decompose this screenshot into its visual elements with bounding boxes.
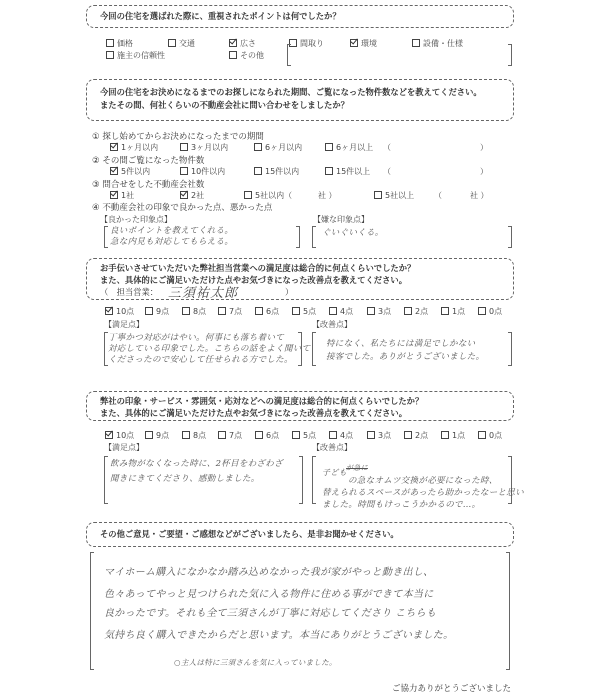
q4-question-line1: 弊社の印象・サービス・雰囲気・応対などへの満足度は総合的に何点くらいでしたか？ (100, 396, 424, 406)
score-option[interactable] (255, 430, 279, 441)
q1-option-environment[interactable]: 環境 (350, 38, 377, 49)
q5-answer-line: 良かったです。それも全て三須さんが丁寧に対応してくださり こちらも (104, 608, 437, 619)
bad-impression-label: 【嫌な印象点】 (313, 215, 369, 224)
q3-improve-line: 特になく、私たちには満足でしかない (326, 339, 476, 349)
score-option[interactable] (441, 430, 465, 441)
q4-improve-line: の急なオムツ交換が必要になった時、 (348, 476, 498, 486)
score-option[interactable] (182, 306, 206, 317)
score-label: 4点 (340, 431, 354, 440)
q2-sub3-option[interactable]: 2社 (180, 190, 204, 201)
score-label: 4点 (340, 307, 354, 316)
bracket (312, 456, 316, 504)
q1-option-equipment[interactable]: 設備・仕様 (412, 38, 463, 49)
q1-question: 今回の住宅を選ばれた際に、重視されたポイントは何でしたか？ (100, 11, 341, 21)
checkbox[interactable] (106, 39, 114, 47)
q4-improve-line: 替えられるスペースがあったら助かったなーと思い (322, 488, 524, 498)
q2-sub3-option[interactable]: 5社以内（ (244, 190, 292, 201)
q1-other-field-right[interactable] (508, 44, 512, 66)
paren-open: （ (434, 191, 442, 200)
score-label: 6点 (266, 431, 280, 440)
q2-question-line1: 今回の住宅をお決めになるまでのお探しになられた期間、ご覧になった物件数などを教えてください。 (100, 87, 482, 97)
q1-other-field-left[interactable] (287, 44, 291, 66)
score-option[interactable] (218, 430, 242, 441)
q2-sub2-title: ② その間ご覧になった物件数 (92, 156, 205, 166)
q1-option-other[interactable]: その他 (229, 50, 264, 61)
q5-question: その他ご意見・ご要望・ご感想などがございましたら、是非お聞かせください。 (100, 529, 399, 539)
checkbox[interactable] (404, 307, 412, 315)
score-label: 8点 (193, 307, 207, 316)
q2-sub2-option[interactable]: 10件以内 (180, 166, 225, 177)
checkbox[interactable] (329, 431, 337, 439)
checkbox[interactable] (244, 191, 252, 199)
q3-rep-close: ） (285, 287, 294, 297)
frame-corner (90, 669, 94, 670)
q3-question-line2: また、具体的にご満足いただけた点やお気づきになった改善点を教えてください。 (100, 275, 407, 285)
score-option[interactable] (105, 306, 134, 317)
score-label: 5点 (303, 307, 317, 316)
score-option[interactable] (329, 430, 353, 441)
score-option[interactable] (145, 430, 169, 441)
checkbox[interactable] (325, 143, 333, 151)
q3-rep-label: （ 担当営業： (100, 287, 159, 297)
checkbox[interactable] (367, 307, 375, 315)
q4-improve-label: 【改善点】 (312, 443, 352, 452)
checkbox[interactable] (441, 431, 449, 439)
bracket (508, 226, 512, 248)
good-impression-line: 良いポイントを教えてくれる。 (110, 226, 234, 236)
checkbox[interactable] (374, 191, 382, 199)
q2-sub3-option[interactable]: 5社以上 (374, 190, 414, 201)
checkbox[interactable] (180, 143, 188, 151)
q2-sub1-option[interactable]: 6ヶ月以上 (325, 142, 373, 153)
score-label: 9点 (156, 431, 170, 440)
bracket (104, 226, 108, 248)
q2-sub3-unit: 社 ） (318, 191, 337, 200)
q2-sub1-option[interactable]: 1ヶ月以内 (110, 142, 158, 153)
q4-good-label: 【満足点】 (104, 443, 144, 452)
checkbox[interactable] (412, 39, 420, 47)
checkbox[interactable] (478, 307, 486, 315)
q2-sub4-title: ④ 不動産会社の印象で良かった点、悪かった点 (92, 203, 273, 213)
q2-sub1-option[interactable]: 6ヶ月以内 (254, 142, 302, 153)
checkbox[interactable] (168, 39, 176, 47)
score-label: 3点 (378, 307, 392, 316)
checkbox[interactable] (106, 51, 114, 59)
score-label: 5点 (303, 431, 317, 440)
paren-close: ） (480, 143, 488, 152)
score-label: 7点 (229, 307, 243, 316)
bracket (312, 226, 316, 248)
q2-sub3-option[interactable]: 1社 (110, 190, 134, 201)
score-label: 6点 (266, 307, 280, 316)
score-option[interactable] (404, 306, 428, 317)
checkbox-checked[interactable] (110, 143, 118, 151)
score-label: 10点 (116, 307, 135, 316)
q1-option-layout[interactable]: 間取り (289, 38, 324, 49)
score-option[interactable] (255, 306, 279, 317)
checkbox-checked[interactable] (105, 307, 113, 315)
footer-thanks: ご協力ありがとうございました (392, 684, 512, 694)
score-label: 10点 (116, 431, 135, 440)
bracket (296, 226, 300, 248)
score-label: 8点 (193, 431, 207, 440)
checkbox[interactable] (218, 431, 226, 439)
q5-answer-line: マイホーム購入になかなか踏み込めなかった我が家がやっと動き出し、 (104, 567, 434, 578)
q2-sub2-option[interactable]: 5件以内 (110, 166, 150, 177)
score-option[interactable] (182, 430, 206, 441)
checkbox[interactable] (229, 51, 237, 59)
q2-question-line2: またその間、何社くらいの不動産会社に問い合わせをしましたか？ (100, 100, 349, 110)
checkbox[interactable] (255, 431, 263, 439)
q1-option-transport[interactable]: 交通 (168, 38, 195, 49)
q4-question-line2: また、具体的にご満足いただけた点やお気づきになった改善点を教えてください。 (100, 408, 407, 418)
checkbox-checked[interactable] (105, 431, 113, 439)
checkbox[interactable] (325, 167, 333, 175)
checkbox[interactable] (441, 307, 449, 315)
good-impression-label: 【良かった印象点】 (100, 215, 172, 224)
q1-option-size[interactable]: 広さ (229, 38, 256, 49)
paren-open: （ (383, 143, 391, 152)
frame-corner (506, 552, 510, 553)
checkbox[interactable] (182, 431, 190, 439)
q4-good-line: 飲み物がなくなった時に、2杯目をわざわざ (110, 459, 283, 469)
q4-improve-prefix: 子ども (322, 468, 347, 477)
frame-corner (506, 669, 510, 670)
checkbox-checked[interactable] (350, 39, 358, 47)
good-impression-line: 急な内見も対応してもらえる。 (110, 237, 234, 247)
q3-improve-line: 接客でした。ありがとうございました。 (326, 352, 485, 362)
checkbox[interactable] (292, 307, 300, 315)
checkbox[interactable] (254, 167, 262, 175)
bracket (104, 456, 108, 504)
score-label: 2点 (415, 307, 429, 316)
checkbox[interactable] (182, 307, 190, 315)
paren-open: （ (383, 167, 391, 176)
checkbox-checked[interactable] (229, 39, 237, 47)
q4-improve-line: ました。時間もけっこうかかるので…。 (322, 500, 481, 510)
checkbox[interactable] (478, 431, 486, 439)
score-label: 0点 (489, 307, 503, 316)
score-option[interactable] (329, 306, 353, 317)
checkbox[interactable] (145, 431, 153, 439)
q1-option-builder-trust[interactable]: 施主の信頼性 (106, 50, 165, 61)
bad-impression-line: ぐいぐいくる。 (322, 228, 384, 238)
q3-good-line: 丁寧かつ対応がはやい。何事にも落ち着いて (108, 333, 285, 343)
score-label: 9点 (156, 307, 170, 316)
q4-good-line: 聞きにきてくださり、感動しました。 (110, 474, 260, 484)
score-option[interactable] (367, 430, 391, 441)
score-label: 1点 (452, 431, 466, 440)
q3-improve-label: 【改善点】 (312, 320, 352, 329)
checkbox[interactable] (145, 307, 153, 315)
q2-sub3-unit: 社 ） (470, 191, 489, 200)
checkbox[interactable] (292, 431, 300, 439)
q3-good-line: 対応している印象でした。こちらの話をよく聞いて (108, 344, 311, 354)
checkbox[interactable] (180, 167, 188, 175)
checkbox-checked[interactable] (110, 191, 118, 199)
checkbox[interactable] (254, 143, 262, 151)
checkbox[interactable] (367, 431, 375, 439)
checkbox-checked[interactable] (180, 191, 188, 199)
q2-sub2-option[interactable]: 15件以上 (325, 166, 370, 177)
score-option[interactable] (478, 306, 502, 317)
bracket (312, 332, 316, 366)
bracket (299, 456, 303, 504)
q2-sub2-option[interactable]: 15件以内 (254, 166, 299, 177)
checkbox[interactable] (404, 431, 412, 439)
q2-sub3-title: ③ 問合せをした不動産会社数 (92, 180, 205, 190)
score-option[interactable] (441, 306, 465, 317)
checkbox-checked[interactable] (110, 167, 118, 175)
q2-sub1-option[interactable]: 3ヶ月以内 (180, 142, 228, 153)
q5-answer-line: 色々あってやっと見つけられた気に入る物件に住める事ができて本当に (104, 589, 434, 600)
score-label: 0点 (489, 431, 503, 440)
score-label: 2点 (415, 431, 429, 440)
score-label: 3点 (378, 431, 392, 440)
score-option[interactable] (105, 430, 134, 441)
q5-note: ○主人は特に三須さんを気に入っていました。 (174, 658, 337, 667)
q4-improve-struck: が急に (346, 464, 368, 472)
q3-question-line1: お手伝いさせていただいた弊社担当営業への満足度は総合的に何点くらいでしたか？ (100, 263, 416, 273)
score-option[interactable] (292, 430, 316, 441)
score-option[interactable] (145, 306, 169, 317)
q3-good-line: くださったので安心して任せられる方でした。 (108, 355, 293, 365)
checkbox[interactable] (329, 307, 337, 315)
score-option[interactable] (367, 306, 391, 317)
checkbox[interactable] (255, 307, 263, 315)
frame-corner (90, 552, 94, 553)
q3-good-label: 【満足点】 (104, 320, 144, 329)
q5-answer-line: 気持ち良く購入できたからだと思います。本当にありがとうございました。 (104, 630, 454, 641)
paren-close: ） (480, 167, 488, 176)
bracket (508, 332, 512, 366)
score-option[interactable] (478, 430, 502, 441)
score-option[interactable] (404, 430, 428, 441)
score-option[interactable] (218, 306, 242, 317)
checkbox[interactable] (218, 307, 226, 315)
q3-rep-name: 三須祐太郎 (168, 286, 239, 301)
score-option[interactable] (292, 306, 316, 317)
q1-option-price[interactable]: 価格 (106, 38, 133, 49)
q2-sub1-title: ① 探し始めてからお決めになったまでの期間 (92, 132, 264, 142)
score-label: 7点 (229, 431, 243, 440)
score-label: 1点 (452, 307, 466, 316)
